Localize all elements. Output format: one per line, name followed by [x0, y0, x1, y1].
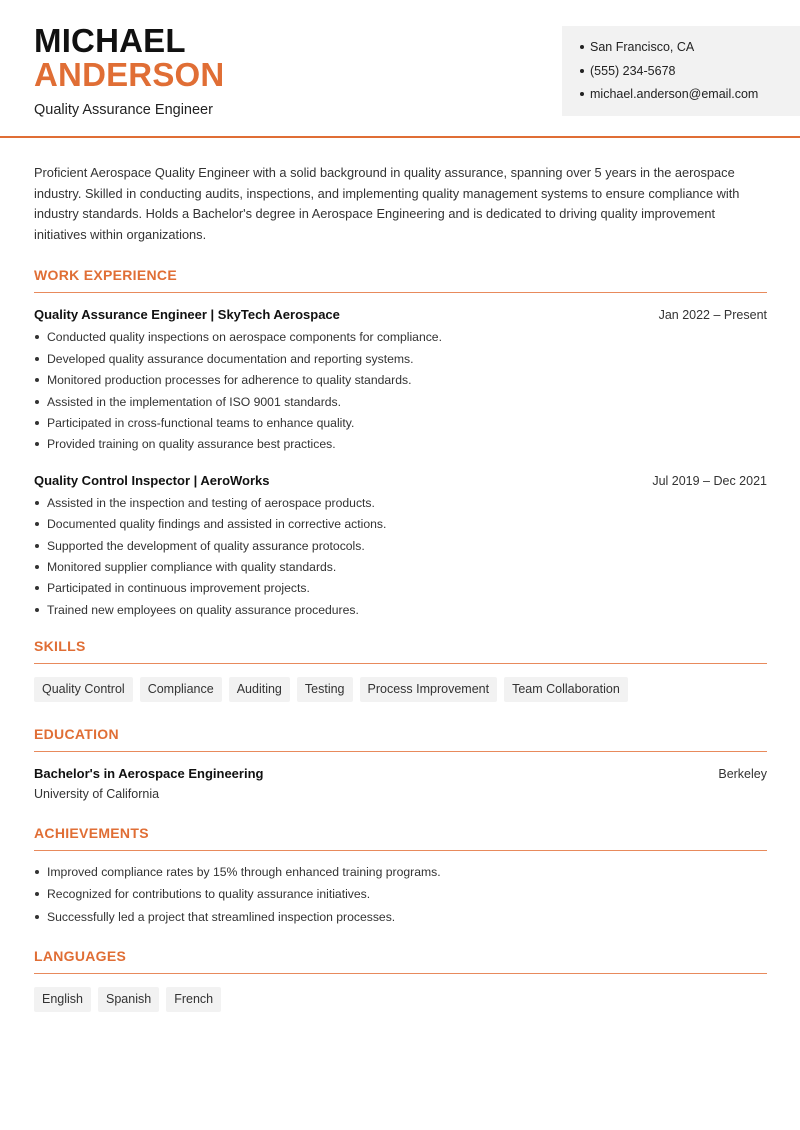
list-item: Developed quality assurance documentation and reporting systems.	[34, 352, 767, 373]
language-tag: English	[34, 987, 91, 1012]
summary-text: Proficient Aerospace Quality Engineer with a solid background in quality assurance, spanning over 5 years in the aerospace industry. Skilled in conducting audits, inspections, and implementing quality management systems to ensure compliance with industry standards. Holds a Bachelor's degree in Aerospace Engineering and is dedicated to driving quality improvement initiatives within organizations.	[34, 165, 740, 242]
list-item: Recognized for contributions to quality assurance initiatives.	[34, 887, 767, 909]
skill-tag: Testing	[297, 677, 353, 702]
job-entry	[34, 473, 767, 624]
job-title: Quality Assurance Engineer	[34, 102, 213, 118]
section-title-achievements: ACHIEVEMENTS	[34, 825, 767, 851]
contact-email[interactable]: michael.anderson@email.com	[580, 87, 800, 111]
education-degree: Bachelor's in Aerospace Engineering	[34, 766, 264, 782]
job-dates: Jul 2019 – Dec 2021	[652, 473, 767, 488]
job-header	[34, 473, 767, 488]
list-item: Assisted in the implementation of ISO 9001 standards.	[34, 395, 767, 416]
job-header	[34, 307, 767, 322]
section-title-work: WORK EXPERIENCE	[34, 267, 767, 293]
list-item: Participated in continuous improvement projects.	[34, 581, 767, 602]
contact-list	[580, 40, 800, 111]
contact-box	[562, 26, 800, 116]
contact-phone: (555) 234-5678	[580, 64, 800, 88]
education-school: University of California	[34, 787, 160, 802]
list-item: Trained new employees on quality assurance procedures.	[34, 603, 767, 624]
section-title-education: EDUCATION	[34, 726, 767, 752]
list-item: Improved compliance rates by 15% through enhanced training programs.	[34, 865, 767, 887]
job-bullets	[34, 496, 767, 624]
skill-tag: Compliance	[140, 677, 222, 702]
first-name: MICHAEL	[34, 22, 186, 59]
contact-location: San Francisco, CA	[580, 40, 800, 64]
job-dates: Jan 2022 – Present	[658, 308, 767, 323]
language-tag: Spanish	[98, 987, 159, 1012]
job-entry	[34, 307, 767, 458]
list-item: Participated in cross-functional teams to enhance quality.	[34, 416, 767, 437]
list-item: Assisted in the inspection and testing of aerospace products.	[34, 496, 767, 517]
list-item: Monitored supplier compliance with quality standards.	[34, 560, 767, 581]
list-item: Provided training on quality assurance best practices.	[34, 437, 767, 458]
list-item: Successfully led a project that streamlined inspection processes.	[34, 910, 767, 932]
job-role: Quality Control Inspector | AeroWorks	[34, 472, 270, 488]
resume-header	[0, 0, 800, 138]
section-title-skills: SKILLS	[34, 638, 767, 664]
achievement-bullets	[34, 865, 767, 932]
last-name: ANDERSON	[34, 56, 225, 93]
skill-tag: Quality Control	[34, 677, 133, 702]
skill-tag: Auditing	[229, 677, 290, 702]
list-item: Conducted quality inspections on aerospace components for compliance.	[34, 330, 767, 351]
education-location: Berkeley	[718, 767, 767, 782]
skill-tag: Process Improvement	[360, 677, 498, 702]
name-block	[34, 24, 224, 118]
list-item: Supported the development of quality assurance protocols.	[34, 539, 767, 560]
education-header	[34, 766, 767, 781]
resume-body	[34, 163, 767, 1012]
language-tags	[34, 987, 767, 1012]
list-item: Documented quality findings and assisted in corrective actions.	[34, 517, 767, 538]
skill-tag: Team Collaboration	[504, 677, 628, 702]
language-tag: French	[166, 987, 221, 1012]
section-title-languages: LANGUAGES	[34, 948, 767, 974]
skills-tags	[34, 677, 767, 702]
job-bullets	[34, 330, 767, 458]
job-role: Quality Assurance Engineer | SkyTech Aerospace	[34, 307, 340, 323]
list-item: Monitored production processes for adherence to quality standards.	[34, 373, 767, 394]
